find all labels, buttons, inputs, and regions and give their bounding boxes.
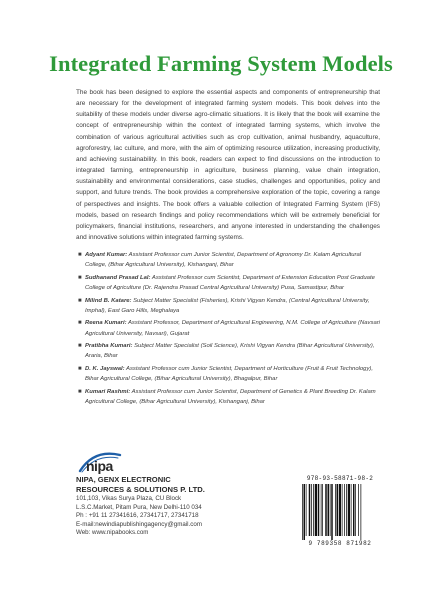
list-item bbox=[78, 250, 380, 271]
barcode-digits: 9 789358 871982 bbox=[308, 540, 372, 547]
publisher-phone: Ph : +91 11 27341616, 27341717, 27341718 bbox=[76, 512, 199, 520]
bullet-icon: ■ bbox=[78, 252, 82, 258]
publisher-address1: 101,103, Vikas Surya Plaza, CU Block bbox=[76, 495, 182, 502]
list-item bbox=[78, 318, 380, 339]
contributor-name: Kumari Rashmi: bbox=[85, 388, 131, 395]
publisher-email: E-mail:newindiapublishingagency@gmail.com bbox=[76, 520, 202, 528]
contributor-list bbox=[78, 250, 380, 409]
contributor-details: Assistant Professor cum Junior Scientist, Department of Genetics & Plant Breeding Dr. Kalam Agricultural College, (Bihar Agricultural University), Kishanganj, Bihar bbox=[85, 388, 376, 405]
contributor-details: Assistant Professor cum Scientist, Department of Extension Education Post Graduate College of Agriculture (Dr. Rajendra Prasad Central Agricultural University) Pusa, Samastipur, Bihar bbox=[85, 274, 375, 292]
contributor-details: Assistant Professor cum Junior Scientist, Department of Horticulture (Fruit & Fruit Technology), Bihar Agricultural College, (Bihar Agricultural University), Bhagalpur, Bihar bbox=[85, 365, 373, 383]
logo-text: nipa bbox=[86, 458, 113, 474]
bullet-icon: ■ bbox=[78, 388, 82, 395]
contributor-name: Pratibha Kumari: bbox=[85, 343, 133, 350]
list-item bbox=[78, 364, 380, 385]
publisher-address2: L.S.C.Market, Pitam Pura, New Delhi-110 034 bbox=[76, 503, 202, 511]
bullet-icon: ■ bbox=[78, 274, 82, 281]
contributor-name: Reena Kumari: bbox=[85, 320, 127, 327]
book-title: Integrated Farming System Models bbox=[49, 51, 393, 76]
isbn-number: 978-93-58871-98-2 bbox=[306, 475, 374, 482]
publisher-logo bbox=[76, 451, 136, 473]
list-item bbox=[78, 387, 380, 408]
contributor-name: Milind B. Katare: bbox=[85, 297, 132, 304]
book-description: The book has been designed to explore the essential aspects and components of entrepreneurship that are necessary for the development of integrated farming system models. This book delves into the suitability of these models under diverse agro-climatic situations. It is likely that the book will examine the concept of entrepreneurship within the context of integrated farming systems, which involve the combination of various agricultural activities such as crop cultivation, animal husbandry, aquaculture, agroforestry, lac culture, and more, with the aim of optimizing resource utilization, increasing productivity, and achieving sustainability. In this book, readers can expect to find discussions on the introduction to integrated farming, entrepreneurship in agriculture, business planning, value chain integration, sustainability and environmental considerations, case studies, challenges and opportunities, policy and support, and future trends. The book provides a comprehensive exploration of the topic, covering a range of perspectives and insights. The book offers a valuable collection of Integrated Farming System (IFS) models, based on research findings and policy recommendations which will be extremely beneficial for policymakers, financial institutions, researchers, and anyone interested in understanding the challenges and innovative solutions within integrated farming systems. bbox=[76, 89, 380, 242]
publisher-name-line2: RESOURCES & SOLUTIONS P. LTD. bbox=[76, 485, 205, 494]
barcode-bars-icon bbox=[300, 484, 380, 540]
publisher-web: Web: www.nipabooks.com bbox=[76, 529, 149, 537]
bullet-icon: ■ bbox=[78, 320, 82, 327]
contributor-details: Assistant Professor, Department of Agricultural Engineering, N.M. College of Agriculture (Navsari Agricultural University, Navsari), Gujarat bbox=[85, 320, 380, 337]
contributor-details: Subject Matter Specialist (Soil Science), Krishi Vigyan Kendra (Bihar Agricultural University), Araria, Bihar bbox=[85, 343, 375, 360]
isbn-barcode bbox=[298, 475, 382, 553]
contributor-name: Sudhanand Prasad Lal: bbox=[85, 274, 151, 281]
list-item bbox=[78, 273, 380, 294]
contributor-details: Assistant Professor cum Junior Scientist, Department of Agronomy Dr. Kalam Agricultural College, (Bihar Agricultural University), Kishanganj, Bihar bbox=[85, 252, 362, 269]
contributor-name: Adyant Kumar: bbox=[85, 252, 128, 258]
contributor-details: Subject Matter Specialist (Fisheries), Krishi Vigyan Kendra, (Central Agricultural University, Imphal), East Garo Hills, Meghalaya bbox=[85, 297, 370, 314]
list-item bbox=[78, 341, 380, 362]
bullet-icon: ■ bbox=[78, 297, 82, 304]
contributor-name: D. K. Jayswal: bbox=[85, 365, 125, 372]
list-item bbox=[78, 296, 380, 317]
bullet-icon: ■ bbox=[78, 365, 82, 372]
publisher-name-line1: NIPA, GENX ELECTRONIC bbox=[76, 475, 171, 484]
bullet-icon: ■ bbox=[78, 343, 82, 350]
publisher-block bbox=[76, 451, 276, 538]
